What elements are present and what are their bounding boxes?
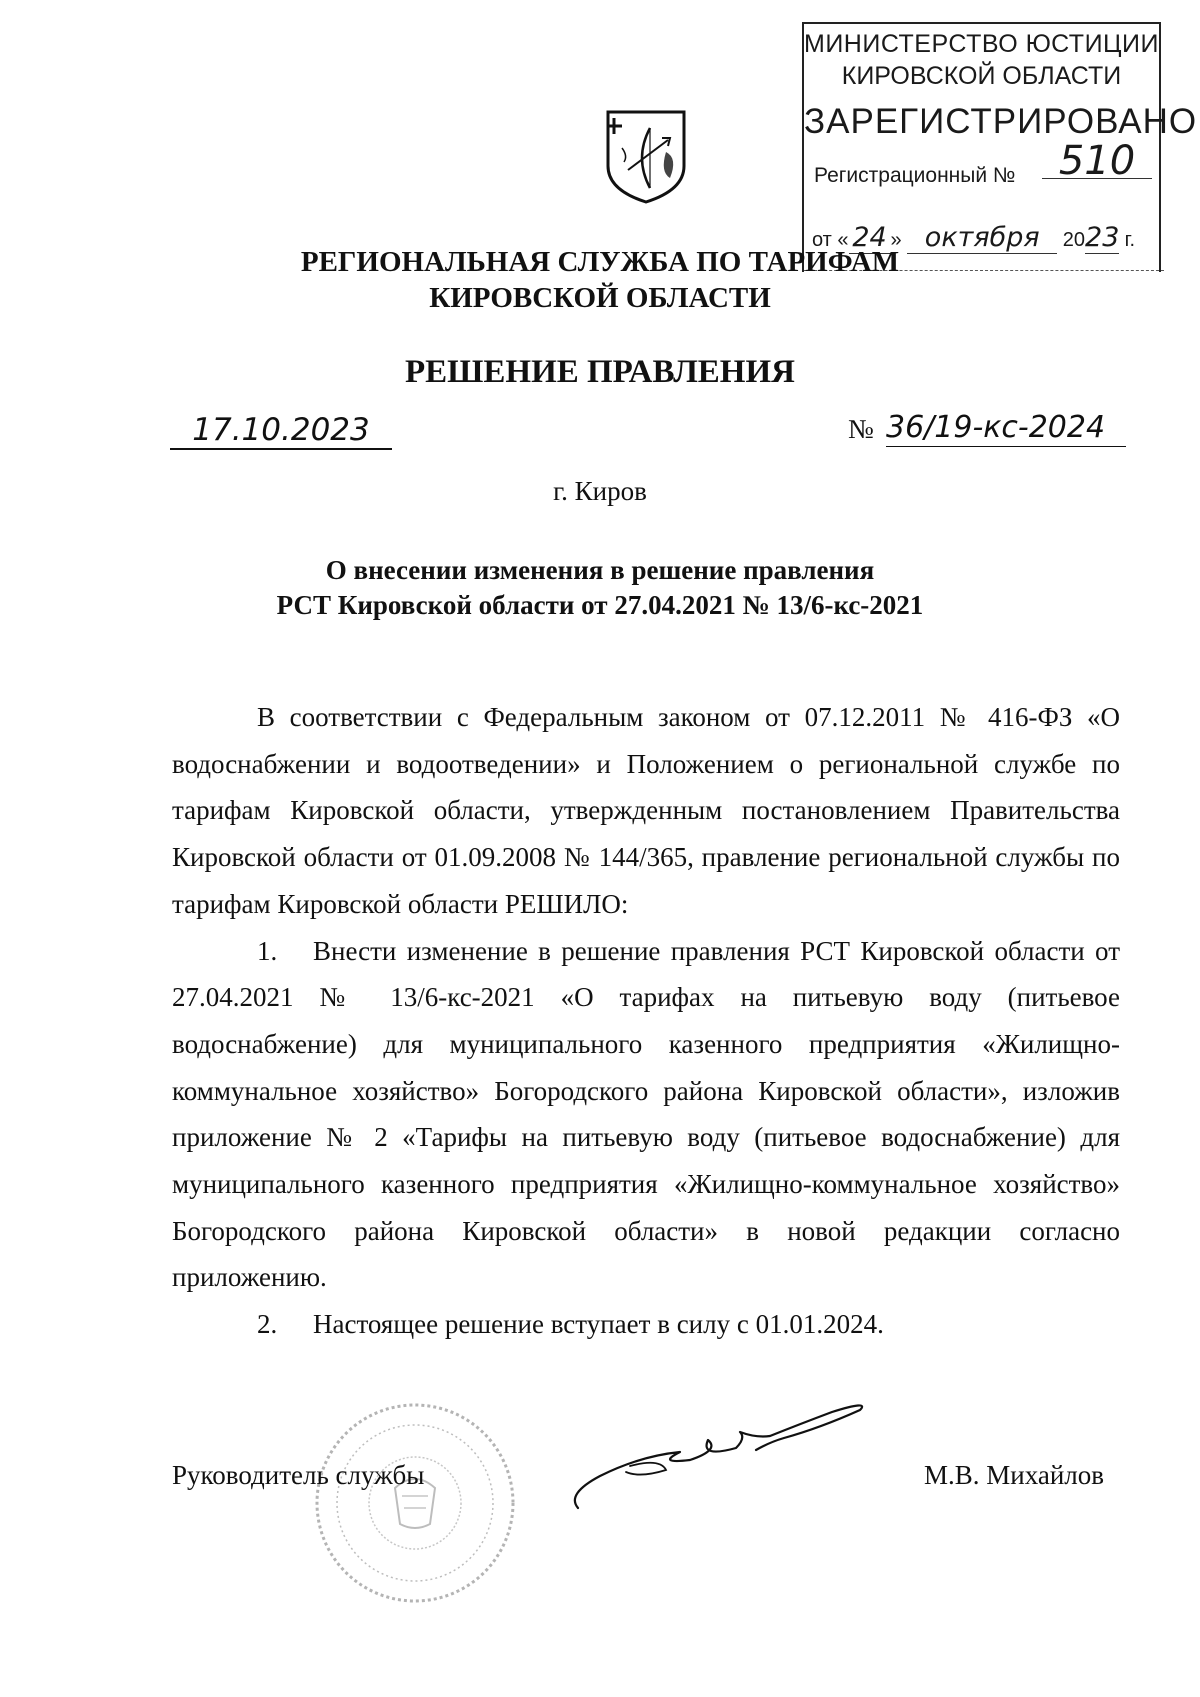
number-sign: № — [848, 414, 874, 444]
document-city: г. Киров — [553, 476, 647, 506]
stamp-month: октября — [907, 222, 1057, 254]
stamp-day: 24 — [849, 222, 891, 254]
signatory-name: М.В. Михайлов — [924, 1460, 1105, 1490]
item-number: 2. — [257, 1309, 278, 1340]
stamp-reg-number: 510 — [1042, 144, 1152, 179]
document-body — [172, 694, 1120, 1348]
decision-item-2 — [172, 1301, 1120, 1348]
document-date: 17.10.2023 — [170, 412, 392, 450]
stamp-registered-line: ЗАРЕГИСТРИРОВАНО — [804, 102, 1198, 141]
stamp-year-prefix: 20 — [1062, 229, 1086, 251]
stamp-date-mid: » — [890, 229, 902, 251]
organization-name-line2: КИРОВСКОЙ ОБЛАСТИ — [429, 282, 771, 314]
preamble-paragraph: В соответствии с Федеральным законом от 07.12.2011 № 416-ФЗ «О водоснабжении и водоотведении» и Положением о региональной службе по тарифам Кировской области, утвержденным постановлением Правительства Кировской области от 01.09.2008 № 144/365, правление региональной службы по тарифам Кировской области РЕШИЛО: — [172, 702, 1120, 919]
kirov-oblast-coat-of-arms-icon — [604, 108, 688, 206]
stamp-ministry-line: МИНИСТЕРСТВО ЮСТИЦИИ — [804, 30, 1159, 58]
stamp-date-prefix: от « — [812, 229, 849, 251]
item-text: Внести изменение в решение правления РСТ Кировской области от 27.04.2021 № 13/6-кс-2021 «О тарифах на питьевую воду (питьевое водоснабжение) для муниципального казенного предприятия «Жилищно-коммунальное хозяйство» Богородского района Кировской области», изложив приложение № 2 «Тарифы на питьевую воду (питьевое водоснабжение) для муниципального казенного предприятия «Жилищно-коммунальное хозяйство» Богородского района Кировской области» в новой редакции согласно приложению. — [172, 935, 1120, 1293]
stamp-region-line: КИРОВСКОЙ ОБЛАСТИ — [841, 62, 1122, 90]
subject-line2: РСТ Кировской области от 27.04.2021 № 13/6-кс-2021 — [276, 590, 924, 620]
document-type-title: РЕШЕНИЕ ПРАВЛЕНИЯ — [405, 354, 795, 390]
official-seal-icon — [312, 1400, 518, 1606]
stamp-year-suffix: 23 — [1085, 222, 1120, 253]
item-text: Настоящее решение вступает в силу с 01.01.2024. — [313, 1309, 884, 1340]
stamp-reg-label: Регистрационный № — [814, 164, 1016, 187]
subject-line1: О внесении изменения в решение правления — [325, 555, 875, 585]
handwritten-signature — [570, 1398, 880, 1518]
stamp-date-suffix: г. — [1124, 229, 1136, 251]
registration-stamp — [802, 22, 1198, 272]
organization-name-line1: РЕГИОНАЛЬНАЯ СЛУЖБА ПО ТАРИФАМ — [300, 246, 900, 278]
signatory-position: Руководитель службы — [172, 1460, 425, 1490]
document-number: 36/19-кс-2024 — [886, 410, 1126, 447]
item-number: 1. — [257, 935, 278, 966]
decision-item-1 — [172, 928, 1120, 1302]
